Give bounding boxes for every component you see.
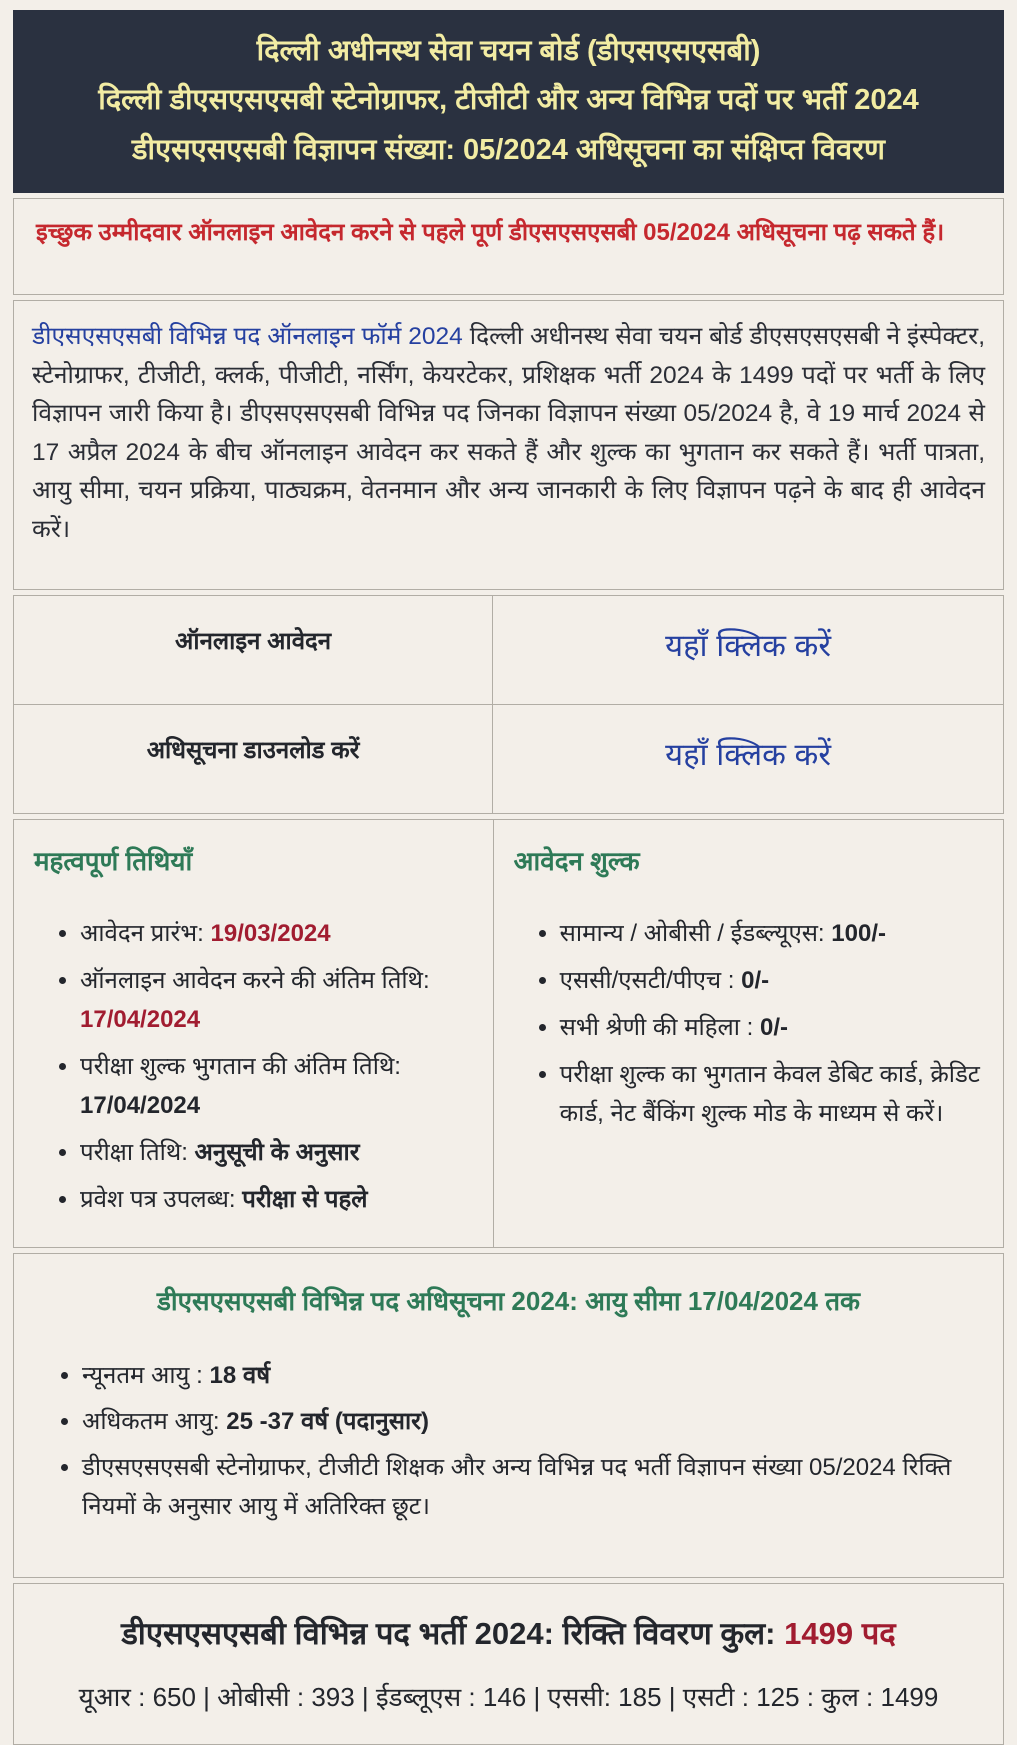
age-item-value: 25 -37 वर्ष (पदानुसार) bbox=[226, 1408, 429, 1436]
header-line-2: दिल्ली डीएसएसएसबी स्टेनोग्राफर, टीजीटी और अन्य विभिन्न पदों पर भर्ती 2024 bbox=[98, 84, 919, 117]
age-limit-section bbox=[13, 1253, 1004, 1578]
fee-item-value: 100/- bbox=[831, 920, 886, 948]
apply-row bbox=[14, 596, 1004, 705]
intro-paragraph bbox=[32, 318, 985, 549]
links-table bbox=[13, 595, 1004, 814]
date-item bbox=[80, 961, 473, 1039]
header-line-1: दिल्ली अधीनस्थ सेवा चयन बोर्ड (डीएसएसएसबी) bbox=[256, 35, 761, 67]
notification-row bbox=[14, 705, 1004, 814]
fee-item-label: एससी/एसटी/पीएच : bbox=[559, 967, 742, 995]
age-item-label: डीएसएसएसबी स्टेनोग्राफर, टीजीटी शिक्षक और अन्य विभिन्न पद भर्ती विज्ञापन संख्या 05/2024 रिक्ति नियमों के अनुसार आयु में अतिरिक्त छूट। bbox=[82, 1454, 952, 1521]
age-item-value: 18 वर्ष bbox=[209, 1362, 271, 1390]
intro-box bbox=[13, 300, 1004, 590]
fee-item-label: सामान्य / ओबीसी / ईडब्ल्यूएस: bbox=[559, 920, 832, 948]
date-item bbox=[80, 1180, 473, 1219]
fee-item bbox=[560, 1008, 983, 1047]
notification-row-label: अधिसूचना डाउनलोड करें bbox=[14, 705, 493, 814]
fee-item-label: सभी श्रेणी की महिला : bbox=[559, 1014, 760, 1042]
fee-item bbox=[560, 1055, 983, 1133]
header-banner bbox=[13, 10, 1004, 193]
age-list bbox=[40, 1356, 977, 1526]
date-item-label: परीक्षा तिथि: bbox=[80, 1139, 195, 1167]
date-item-value: 19/03/2024 bbox=[210, 920, 331, 948]
fee-item bbox=[560, 961, 983, 1000]
apply-row-action-cell bbox=[493, 596, 1004, 705]
apply-row-label: ऑनलाइन आवेदन bbox=[14, 596, 493, 705]
header-line-3: डीएसएसएसबी विज्ञापन संख्या: 05/2024 अधिसूचना का संक्षिप्त विवरण bbox=[132, 133, 885, 166]
date-item-label: ऑनलाइन आवेदन करने की अंतिम तिथि: bbox=[80, 967, 430, 995]
date-item bbox=[80, 1133, 473, 1172]
important-dates-column bbox=[14, 820, 493, 1247]
date-item-value: 17/04/2024 bbox=[80, 1092, 201, 1120]
fee-list bbox=[514, 914, 983, 1133]
date-item-value: अनुसूची के अनुसार bbox=[194, 1139, 360, 1167]
fee-item-label: परीक्षा शुल्क का भुगतान केवल डेबिट कार्ड, क्रेडिट कार्ड, नेट बैंकिंग शुल्क मोड के माध्यम से करें। bbox=[559, 1061, 980, 1128]
intro-body-text: दिल्ली अधीनस्थ सेवा चयन बोर्ड डीएसएसएसबी ने इंस्पेक्टर, स्टेनोग्राफर, टीजीटी, क्लर्क, पीजीटी, नर्सिंग, केयरटेकर, प्रशिक्षक भर्ती 2024 के 1499 पदों पर भर्ती के लिए विज्ञापन जारी किया है। डीएसएसएसबी विभिन्न पद जिनका विज्ञापन संख्या 05/2024 है, वे 19 मार्च 2024 से 17 अप्रैल 2024 के बीच ऑनलाइन आवेदन कर सकते हैं और शुल्क का भुगतान कर सकते हैं। भर्ती पात्रता, आयु सीमा, चयन प्रक्रिया, पाठ्यक्रम, वेतनमान और अन्य जानकारी के लिए विज्ञापन पढ़ने के बाद ही आवेदन करें। bbox=[32, 323, 986, 543]
notification-row-action-cell bbox=[493, 705, 1004, 814]
date-item-value: परीक्षा से पहले bbox=[242, 1186, 368, 1214]
dates-list bbox=[34, 914, 473, 1219]
age-item bbox=[82, 1402, 977, 1441]
dates-fee-section bbox=[13, 819, 1004, 1248]
fee-item-value: 0/- bbox=[741, 967, 770, 995]
notice-box bbox=[13, 198, 1004, 295]
vacancy-heading bbox=[34, 1612, 983, 1654]
date-item-label: परीक्षा शुल्क भुगतान की अंतिम तिथि: bbox=[80, 1053, 401, 1081]
age-heading: डीएसएसएसबी विभिन्न पद अधिसूचना 2024: आयु सीमा 17/04/2024 तक bbox=[157, 1286, 860, 1317]
fee-item bbox=[560, 914, 983, 953]
dates-heading: महत्वपूर्ण तिथियाँ bbox=[34, 846, 193, 877]
age-item bbox=[82, 1356, 977, 1395]
age-item-label: न्यूनतम आयु : bbox=[82, 1362, 210, 1390]
vacancy-section bbox=[13, 1583, 1004, 1745]
fee-heading: आवेदन शुल्क bbox=[513, 846, 640, 877]
vacancy-heading-text: डीएसएसएसबी विभिन्न पद भर्ती 2024: रिक्ति विवरण कुल: bbox=[121, 1616, 785, 1652]
age-item-label: अधिकतम आयु: bbox=[82, 1408, 227, 1436]
intro-link[interactable]: डीएसएसएसबी विभिन्न पद ऑनलाइन फॉर्म 2024 bbox=[32, 323, 463, 351]
date-item-label: आवेदन प्रारंभ: bbox=[80, 920, 211, 948]
apply-online-link[interactable]: यहाँ क्लिक करें bbox=[665, 628, 832, 664]
vacancy-total-badge: 1499 पद bbox=[784, 1616, 896, 1652]
download-notification-link[interactable]: यहाँ क्लिक करें bbox=[665, 737, 832, 773]
fee-item-value: 0/- bbox=[760, 1014, 789, 1042]
vacancy-detail: यूआर : 650 | ओबीसी : 393 | ईडब्लूएस : 146 | एससी: 185 | एसटी : 125 : कुल : 1499 bbox=[78, 1682, 939, 1713]
date-item bbox=[80, 1047, 473, 1125]
date-item-label: प्रवेश पत्र उपलब्ध: bbox=[80, 1186, 243, 1214]
age-item bbox=[82, 1448, 977, 1526]
date-item-value: 17/04/2024 bbox=[80, 1006, 201, 1034]
notice-text: इच्छुक उम्मीदवार ऑनलाइन आवेदन करने से पहले पूर्ण डीएसएसएसबी 05/2024 अधिसूचना पढ़ सकते हैं। bbox=[36, 219, 945, 247]
application-fee-column bbox=[493, 820, 1003, 1247]
date-item bbox=[80, 914, 473, 953]
